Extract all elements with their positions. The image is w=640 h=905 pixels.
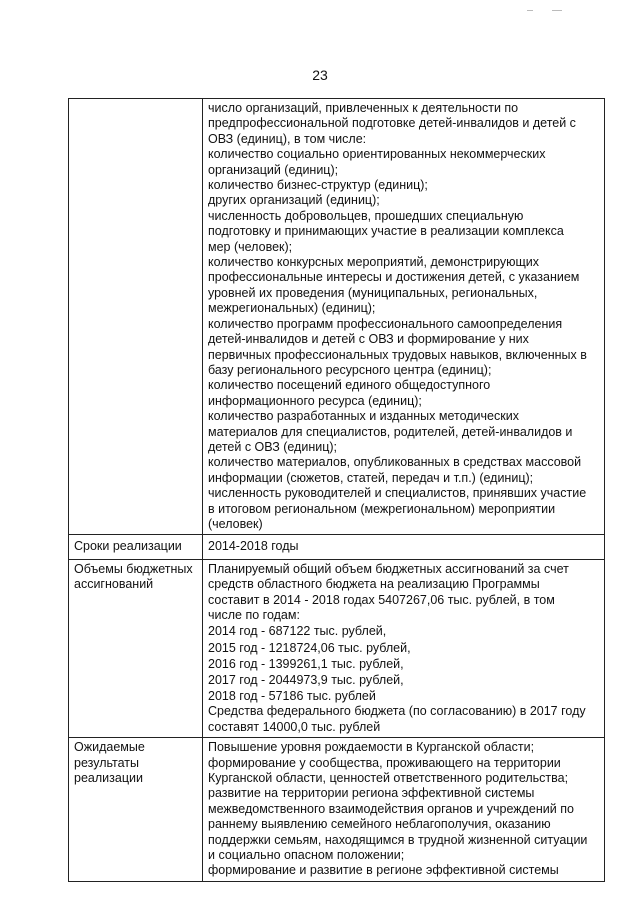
table-row-indicators <box>69 99 605 535</box>
text-line: формирование у сообщества, проживающего на территории <box>208 755 561 770</box>
text-line: количество посещений единого общедоступного <box>208 378 491 393</box>
table-row-period <box>69 535 605 559</box>
text-line: предпрофессиональной подготовке детей-инвалидов и детей с <box>208 116 576 131</box>
row-label: Сроки реализации <box>74 539 182 554</box>
text-line: в итоговом региональном (межрегиональном) мероприятии <box>208 501 556 516</box>
text-line: численность руководителей и специалистов, принявших участие <box>208 486 587 501</box>
text-line: число организаций, привлеченных к деятельности по <box>208 101 519 115</box>
label-cell-results <box>69 738 203 882</box>
text-line: Курганской области, ценностей ответственного родительства; <box>208 771 569 786</box>
budget-year-line: 2015 год - 1218724,06 тыс. рублей, <box>208 640 411 655</box>
text-line: количество бизнес-структур (единиц); <box>208 178 428 193</box>
passport-table <box>68 98 605 882</box>
text-line: межведомственного взаимодействия органов и учреждений по <box>208 801 574 816</box>
budget-year-line: 2016 год - 1399261,1 тыс. рублей, <box>208 656 404 671</box>
text-line: средств областного бюджета на реализацию Программы <box>208 577 540 592</box>
table-row-results <box>69 738 605 882</box>
period-value: 2014-2018 годы <box>208 539 299 554</box>
text-line: первичных профессиональных трудовых навыков, включенных в <box>208 347 587 362</box>
text-line: числе по годам: <box>208 608 300 622</box>
row-label: Объемы бюджетных <box>74 561 193 576</box>
text-line: материалов для специалистов, родителей, детей-инвалидов и <box>208 424 573 439</box>
text-line: развитие на территории региона эффективной системы <box>208 786 535 801</box>
text-line: Средства федерального бюджета (по согласованию) в 2017 году <box>208 704 586 719</box>
text-line: формирование и развитие в регионе эффективной системы <box>208 863 559 878</box>
text-line: поддержки семьям, находящимся в трудной жизненной ситуации <box>208 832 588 847</box>
value-cell-results <box>203 738 605 882</box>
text-line: численность добровольцев, прошедших специальную <box>208 208 524 223</box>
text-line: детей с ОВЗ (единиц); <box>208 439 338 454</box>
text-line: профессиональные интересы и достижения детей, с указанием <box>208 270 580 285</box>
scan-speck <box>527 10 533 11</box>
text-line: количество социально ориентированных некоммерческих <box>208 147 546 162</box>
text-line: и социально опасном положении; <box>208 848 405 863</box>
text-line: количество материалов, опубликованных в средствах массовой <box>208 455 582 470</box>
text-line: раннему выявлению семейного неблагополучия, оказанию <box>208 817 551 832</box>
text-line: детей-инвалидов и детей с ОВЗ и формирование у них <box>208 332 529 347</box>
label-cell-empty <box>69 99 203 535</box>
text-line: ОВЗ (единиц), в том числе: <box>208 131 367 146</box>
text-line: количество конкурсных мероприятий, демонстрирующих <box>208 255 540 270</box>
scan-speck <box>552 10 562 11</box>
text-line: базу регионального ресурсного центра (единиц); <box>208 362 492 377</box>
row-label: ассигнований <box>74 577 154 592</box>
label-cell-budget <box>69 559 203 737</box>
text-line: мер (человек); <box>208 239 293 254</box>
row-label: результаты <box>74 755 139 770</box>
text-line: организаций (единиц); <box>208 162 339 177</box>
text-line: количество разработанных и изданных методических <box>208 409 519 424</box>
value-cell-budget <box>203 559 605 737</box>
text-line: составят 14000,0 тыс. рублей <box>208 719 381 734</box>
page-number: 23 <box>312 67 328 83</box>
text-line: (человек) <box>208 516 263 531</box>
text-line: Планируемый общий объем бюджетных ассигнований за счет <box>208 561 569 576</box>
table-row-budget <box>69 559 605 737</box>
row-label: реализации <box>74 771 143 786</box>
text-line: уровней их проведения (муниципальных, региональных, <box>208 285 538 300</box>
value-cell-period <box>203 535 605 559</box>
budget-year-line: 2018 год - 57186 тыс. рублей <box>208 689 376 704</box>
text-line: Повышение уровня рождаемости в Курганской области; <box>208 740 535 755</box>
text-line: количество программ профессионального самоопределения <box>208 316 563 331</box>
row-label: Ожидаемые <box>74 740 145 755</box>
text-line: составит в 2014 - 2018 годах 5407267,06 тыс. рублей, в том <box>208 592 555 607</box>
text-line: межрегиональных) (единиц); <box>208 301 376 316</box>
text-line: информационного ресурса (единиц); <box>208 393 422 408</box>
budget-year-line: 2017 год - 2044973,9 тыс. рублей, <box>208 673 404 688</box>
budget-year-line: 2014 год - 687122 тыс. рублей, <box>208 624 387 639</box>
label-cell-period <box>69 535 203 559</box>
value-cell-indicators <box>203 99 605 535</box>
text-line: других организаций (единиц); <box>208 193 380 208</box>
text-line: подготовку и принимающих участие в реализации комплекса <box>208 224 564 239</box>
text-line: информации (сюжетов, статей, передач и т.п.) (единиц); <box>208 470 534 485</box>
